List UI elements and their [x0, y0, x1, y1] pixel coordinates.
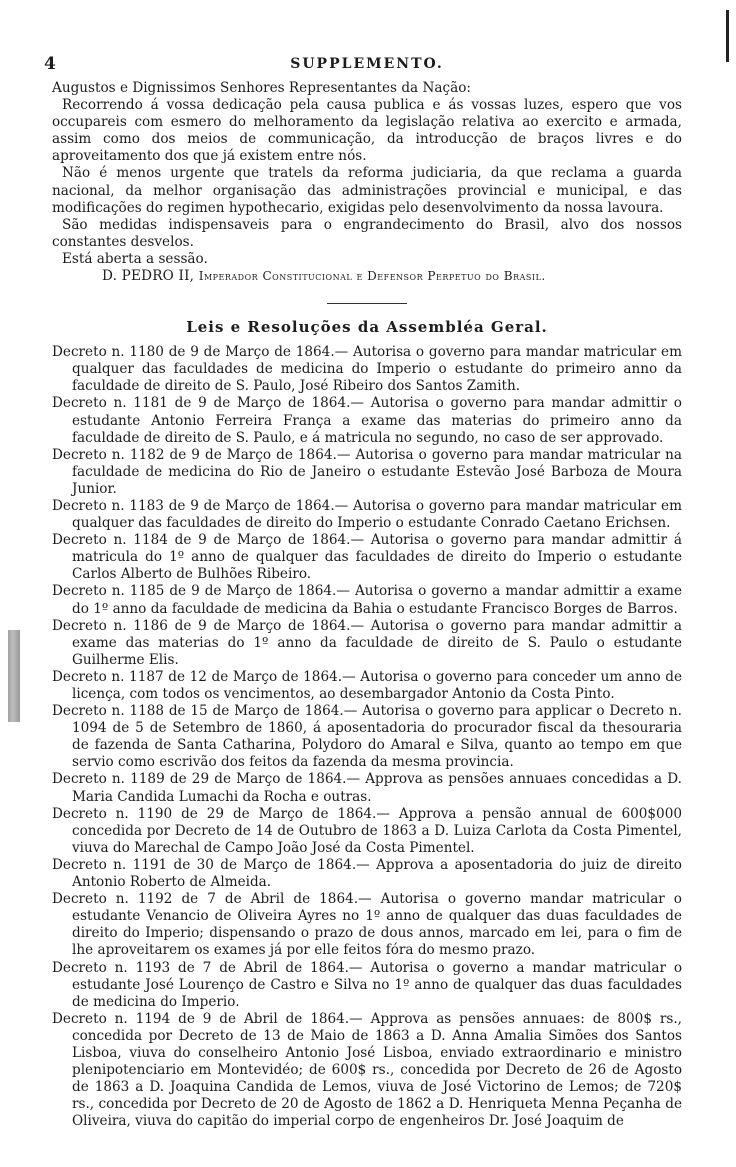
document-page: [44, 54, 682, 1130]
decree-entry: Decreto n. 1187 de 12 de Março de 1864.— Autorisa o governo para conceder um anno de licença, com todos os vencimentos, ao desembargador Antonio da Costa Pinto.: [52, 668, 682, 702]
decree-entry: Decreto n. 1190 de 29 de Março de 1864.— Approva a pensão annual de 600$000 concedida por Decreto de 14 de Outubro de 1863 a D. Luiza Carlota da Costa Pimentel, viuva do Marechal de Campo João José da Costa Pimentel.: [52, 805, 682, 856]
page-edge-rule: [726, 10, 729, 62]
speech-block: [52, 80, 682, 285]
running-title: SUPPLEMENTO.: [290, 56, 444, 72]
decree-entry: Decreto n. 1185 de 9 de Março de 1864.— Autorisa o governo a mandar admittir a exame do 1º anno da faculdade de medicina da Bahia o estudante Francisco Borges de Barros.: [52, 583, 682, 617]
speech-salutation: Augustos e Dignissimos Senhores Representantes da Nação:: [52, 80, 471, 96]
decree-entry: Decreto n. 1183 de 9 de Março de 1864.— Autorisa o governo para mandar matricular em qualquer das faculdades de direito do Imperio o estudante Conrado Caetano Erichsen.: [52, 497, 682, 532]
page-number: 4: [44, 54, 56, 74]
decree-entry: Decreto n. 1194 de 9 de Abril de 1864.— Approva as pensões annuaes: de 800$ rs., concedida por Decreto de 13 de Maio de 1863 a D. Anna Amalia Simões dos Santos Lisboa, viuva do conselheiro Antonio José Lisboa, enviado extraordinario e ministro plenipotenciario em Montevidéo; de 600$ rs., concedida por Decreto de 26 de Agosto de 1863 a D. Joaquina Candida de Lemos, viuva de José Victorino de Lemos; de 720$ rs., concedida por Decreto de 20 de Agosto de 1862 a D. Henriqueta Menna Peçanha de Oliveira, viuva do capitão do imperial corpo de engenheiros Dr. José Joaquim de: [52, 1010, 682, 1130]
decree-list: [52, 344, 682, 1130]
signature-title: Imperador Constitucional e Defensor Perpetuo do Brasil.: [198, 269, 546, 284]
page-header: [44, 54, 682, 78]
speech-paragraph: Recorrendo á vossa dedicação pela causa publica e ás vossas luzes, espero que vos occupareis com esmero do melhoramento da legislação relativa ao exercito e armada, assim como dos meios de communicação, da introducção de braços livres e do aproveitamento dos que já existem entre nós.: [52, 97, 682, 165]
speech-paragraph: São medidas indispensaveis para o engrandecimento do Brasil, alvo dos nossos constantes desvelos.: [52, 216, 682, 250]
section-heading: Leis e Resoluções da Assembléa Geral.: [186, 318, 548, 337]
decree-entry: Decreto n. 1186 de 9 de Março de 1864.— Autorisa o governo para mandar admittir a exame das materias do 1º anno da faculdade de direito de S. Paulo o estudante Guilherme Elis.: [52, 617, 682, 668]
decree-entry: Decreto n. 1188 de 15 de Março de 1864.— Autorisa o governo para applicar o Decreto n. 1094 de 5 de Setembro de 1860, á aposentadoria do procurador fiscal da thesouraria de fazenda de Santa Catharina, Polydoro do Amaral e Silva, quanto ao tempo em que servio como escrivão dos feitos da fazenda da mesma provincia.: [52, 703, 682, 771]
speech-closing: Está aberta a sessão.: [62, 250, 208, 267]
decree-entry: Decreto n. 1182 de 9 de Março de 1864.— Autorisa o governo para mandar matricular na faculdade de medicina do Rio de Janeiro o estudante Estevão José Barboza de Moura Junior.: [52, 446, 682, 497]
decree-entry: Decreto n. 1184 de 9 de Março de 1864.— Autorisa o governo para mandar admittir á matricula do 1º anno de qualquer das faculdades de direito do Imperio o estudante Carlos Alberto de Bulhões Ribeiro.: [52, 532, 682, 583]
decree-entry: Decreto n. 1180 de 9 de Março de 1864.— Autorisa o governo para mandar matricular em qualquer das faculdades de medicina do Imperio o estudante do primeiro anno da faculdade de direito de S. Paulo, José Ribeiro dos Santos Zamith.: [52, 344, 682, 395]
signature: [52, 268, 682, 285]
signature-name: D. PEDRO II,: [102, 268, 195, 285]
decree-entry: Decreto n. 1192 de 7 de Abril de 1864.— Autorisa o governo mandar matricular o estudante Venancio de Oliveira Ayres no 1º anno de qualquer das duas faculdades de direito do Imperio; dispensando o prazo de dous annos, marcado em lei, para o fim de lhe aproveitarem os exames já por elle feitos fóra do mesmo prazo.: [52, 891, 682, 959]
decree-entry: Decreto n. 1189 de 29 de Março de 1864.— Approva as pensões annuaes concedidas a D. Maria Candida Lumachi da Rocha e outras.: [52, 771, 682, 805]
binding-shadow-mark: [8, 630, 20, 722]
decree-entry: Decreto n. 1191 de 30 de Março de 1864.— Approva a aposentadoria do juiz de direito Antonio Roberto de Almeida.: [52, 856, 682, 891]
decree-entry: Decreto n. 1193 de 7 de Abril de 1864.— Autorisa o governo a mandar matricular o estudante José Lourenço de Castro e Silva no 1º anno de qualquer das duas faculdades de medicina do Imperio.: [52, 959, 682, 1010]
speech-paragraph: Não é menos urgente que tratels da reforma judiciaria, da que reclama a guarda nacional, da melhor organisação das administrações provincial e municipal, e das modificações do regimen hypothecario, exigidas pelo desenvolvimento da nossa lavoura.: [52, 165, 682, 216]
section-divider: [327, 303, 407, 304]
decree-entry: Decreto n. 1181 de 9 de Março de 1864.— Autorisa o governo para mandar admittir o estudante Antonio Ferreira França a exame das materias do primeiro anno da faculdade de direito de S. Paulo, e á matricula no segundo, no caso de ser approvado.: [52, 395, 682, 446]
